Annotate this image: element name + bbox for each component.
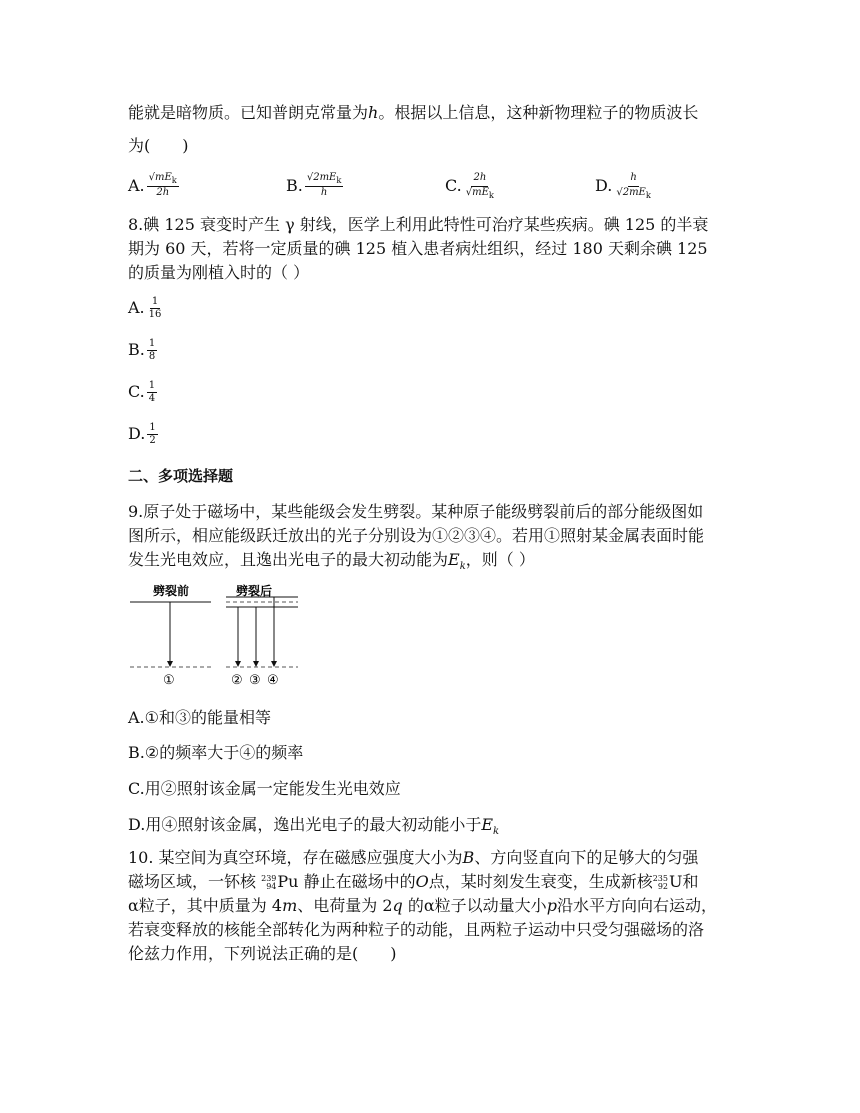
denominator-sub: k bbox=[488, 190, 494, 200]
denominator-sub: k bbox=[645, 190, 651, 200]
numerator-sub: k bbox=[336, 175, 342, 185]
q8-option-d bbox=[128, 422, 158, 447]
fraction-numerator: 1 bbox=[151, 296, 159, 307]
label-before-split: 劈裂前 bbox=[153, 584, 190, 598]
option-fraction bbox=[147, 380, 157, 405]
option-label: A. bbox=[128, 708, 145, 727]
q10-line-2: 磁场区域，一钚核 239 94 Pu 静止在磁场中的O点，某时刻发生衰变，生成新核 235 92 U和 bbox=[128, 872, 699, 891]
u-symbol: U bbox=[669, 872, 683, 891]
denominator-text: √mE bbox=[465, 187, 489, 198]
option-fraction bbox=[147, 338, 157, 363]
option-var-sub: k bbox=[493, 826, 500, 838]
option-fraction bbox=[305, 172, 344, 201]
q8-line-3: 的质量为刚植入时的（ ） bbox=[128, 263, 310, 282]
fraction-denominator: 8 bbox=[148, 351, 156, 362]
q10-line-4: 若衰变释放的核能全部转化为两种粒子的动能，且两粒子运动中只受匀强磁场的洛 bbox=[128, 920, 705, 939]
option-label: C. bbox=[128, 382, 145, 401]
option-fraction bbox=[147, 172, 179, 201]
q9-option-d bbox=[128, 812, 499, 837]
mark-2: ② bbox=[231, 673, 243, 688]
section-heading: 二、多项选择题 bbox=[128, 467, 234, 485]
option-label: B. bbox=[128, 743, 145, 762]
arrowhead-3 bbox=[253, 661, 259, 667]
option-text: 用②照射该金属一定能发生光电效应 bbox=[144, 779, 401, 798]
option-label: D. bbox=[595, 176, 613, 195]
q7-option-a bbox=[128, 172, 179, 201]
energy-level-diagram bbox=[126, 580, 306, 688]
option-fraction bbox=[614, 172, 653, 201]
q7-option-d bbox=[595, 172, 653, 201]
denominator-text: 2h bbox=[156, 187, 170, 198]
q9-option-a bbox=[128, 705, 271, 728]
option-text: ①和③的能量相等 bbox=[144, 708, 271, 727]
q10-line-1: 10. 某空间为真空环境，存在磁感应强度大小为B、方向竖直向下的足够大的匀强 bbox=[128, 848, 699, 867]
option-label: C. bbox=[128, 779, 145, 798]
q8-line-1: 8.碘 125 衰变时产生 γ 射线，医学上利用此特性可治疗某些疾病。碘 125 的半衰 bbox=[128, 215, 709, 234]
fraction-denominator bbox=[319, 187, 329, 201]
fraction-denominator bbox=[614, 187, 653, 201]
q9-option-c bbox=[128, 776, 401, 799]
q7-option-c bbox=[445, 172, 496, 201]
denominator-text: √2mE bbox=[616, 187, 646, 198]
q9-option-b bbox=[128, 740, 303, 763]
option-label: A. bbox=[128, 176, 145, 195]
q8-option-a bbox=[128, 296, 163, 321]
pu-symbol: Pu bbox=[277, 872, 299, 891]
q9-line-1: 9.原子处于磁场中，某些能级会发生劈裂。某种原子能级劈裂前后的部分能级图如 bbox=[128, 502, 704, 521]
denominator-text: h bbox=[320, 187, 328, 198]
arrowhead-4 bbox=[271, 661, 277, 667]
q10-line-3: α粒子，其中质量为 4m、电荷量为 2q 的α粒子以动量大小p沿水平方向向右运动， bbox=[128, 896, 717, 915]
u-isotope-numbers: 235 92 bbox=[652, 873, 668, 891]
q7-option-b bbox=[286, 172, 343, 201]
q8-line-2: 期为 60 天，若将一定质量的碘 125 植入患者病灶组织，经过 180 天剩余碘 125 bbox=[128, 239, 708, 258]
option-text: 用④照射该金属，逸出光电子的最大初动能小于 bbox=[145, 815, 482, 834]
option-label: A. bbox=[128, 298, 145, 317]
pu-isotope-numbers: 239 94 bbox=[261, 873, 277, 891]
option-label: D. bbox=[128, 424, 146, 443]
option-label: C. bbox=[445, 176, 462, 195]
q10-line-5: 伦兹力作用，下列说法正确的是( ) bbox=[128, 944, 397, 963]
q8-option-c bbox=[128, 380, 157, 405]
fraction-numerator: 1 bbox=[148, 380, 156, 391]
option-var: E bbox=[481, 815, 494, 834]
numerator-text: √mE bbox=[148, 172, 172, 183]
option-label: D. bbox=[128, 815, 146, 834]
fraction-denominator bbox=[154, 187, 171, 201]
q7-line-2: 为( ) bbox=[128, 136, 189, 155]
fraction-denominator: 2 bbox=[149, 435, 156, 446]
fraction-denominator: 4 bbox=[148, 393, 156, 404]
arrowhead-1 bbox=[167, 661, 173, 667]
fraction-numerator bbox=[471, 172, 488, 187]
fraction-numerator: 1 bbox=[148, 338, 156, 349]
fraction-numerator bbox=[305, 172, 344, 187]
option-label: B. bbox=[286, 176, 303, 195]
fraction-denominator: 16 bbox=[148, 309, 162, 320]
mark-1: ① bbox=[163, 673, 175, 688]
mark-4: ④ bbox=[267, 673, 279, 688]
numerator-sub: k bbox=[171, 175, 177, 185]
fraction-denominator bbox=[464, 187, 496, 201]
arrowhead-2 bbox=[235, 661, 241, 667]
q7-line-1: 能就是暗物质。已知普朗克常量为h。根据以上信息，这种新物理粒子的物质波长 bbox=[128, 103, 699, 122]
numerator-text: 2h bbox=[473, 172, 487, 183]
numerator-text: √2mE bbox=[306, 172, 337, 183]
option-fraction bbox=[147, 296, 164, 321]
label-after-split: 劈裂后 bbox=[236, 584, 273, 598]
q9-line-2: 图所示，相应能级跃迁放出的光子分别设为①②③④。若用①照射某金属表面时能 bbox=[128, 526, 705, 545]
option-text: ②的频率大于④的频率 bbox=[144, 743, 304, 762]
fraction-numerator bbox=[147, 172, 179, 187]
option-fraction bbox=[147, 422, 157, 447]
mark-3: ③ bbox=[249, 673, 261, 688]
option-fraction bbox=[464, 172, 496, 201]
q9-line-3: 发生光电效应，且逸出光电子的最大初动能为$E_k$，则（ ） bbox=[128, 550, 535, 573]
numerator-text: h bbox=[630, 172, 637, 183]
q8-option-b bbox=[128, 338, 157, 363]
option-label: B. bbox=[128, 340, 145, 359]
fraction-numerator: 1 bbox=[149, 422, 156, 433]
fraction-numerator bbox=[628, 172, 638, 187]
